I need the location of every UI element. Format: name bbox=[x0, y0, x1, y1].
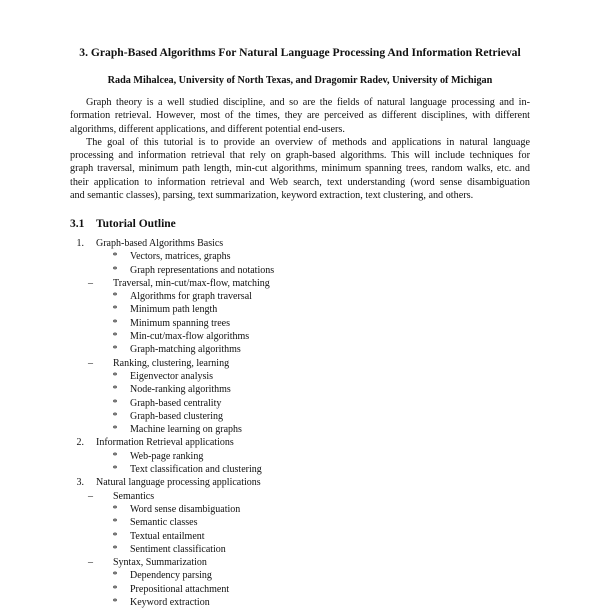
paper-authors: Rada Mihalcea, University of North Texas, and Dragomir Radev, University of Michigan bbox=[107, 75, 493, 86]
outline-item bbox=[70, 410, 530, 423]
outline-item bbox=[70, 250, 530, 263]
outline-marker: – bbox=[88, 357, 93, 369]
outline-item bbox=[70, 490, 530, 503]
outline-text: Syntax, Summarization bbox=[113, 557, 207, 569]
outline-marker: * bbox=[112, 450, 118, 462]
outline-text: Eigenvector analysis bbox=[130, 370, 214, 382]
outline-marker: – bbox=[88, 557, 93, 569]
outline-marker: 1. bbox=[76, 238, 84, 249]
outline-item bbox=[70, 556, 530, 569]
outline-text: Node-ranking algorithms bbox=[130, 384, 231, 396]
outline-item bbox=[70, 237, 530, 250]
outline-item bbox=[70, 290, 530, 303]
outline-marker: – bbox=[88, 490, 93, 502]
outline-marker: * bbox=[112, 291, 118, 303]
outline-text: Prepositional attachment bbox=[130, 583, 230, 595]
outline-item bbox=[70, 450, 530, 463]
outline-text: Min-cut/max-flow algorithms bbox=[130, 331, 250, 343]
outline-marker: * bbox=[112, 503, 118, 515]
outline-item bbox=[70, 343, 530, 356]
outline-text: Algorithms for graph traversal bbox=[130, 291, 252, 303]
outline-marker: * bbox=[112, 384, 118, 396]
outline-text: Machine learning on graphs bbox=[130, 424, 242, 436]
outline-item bbox=[70, 476, 530, 489]
outline-item bbox=[70, 436, 530, 449]
outline-text: Web-page ranking bbox=[130, 450, 204, 462]
section-title: Tutorial Outline bbox=[96, 218, 176, 230]
outline-text: Graph-based clustering bbox=[130, 410, 224, 422]
outline-item bbox=[70, 317, 530, 330]
outline-text: Minimum spanning trees bbox=[130, 317, 230, 329]
outline-marker: 2. bbox=[76, 437, 84, 449]
outline-item bbox=[70, 370, 530, 383]
outline-text: Ranking, clustering, learning bbox=[113, 357, 230, 369]
outline-item bbox=[70, 583, 530, 596]
outline-marker: * bbox=[112, 397, 118, 409]
outline-marker: * bbox=[112, 543, 118, 555]
outline-item bbox=[70, 264, 530, 277]
paragraph-line: graph traversal, minimum path length, min-cut algorithms, minimum spanning trees, random walks, etc. and bbox=[70, 163, 530, 175]
outline-text: Vectors, matrices, graphs bbox=[130, 251, 231, 263]
outline-marker: * bbox=[112, 370, 118, 382]
outline-item bbox=[70, 357, 530, 370]
outline-marker: * bbox=[112, 251, 118, 263]
paragraph-line: and semantic classes), parsing, text summarization, keyword extraction, text clustering, and others. bbox=[70, 190, 474, 202]
outline-text: Minimum path length bbox=[130, 304, 218, 316]
outline-marker: * bbox=[112, 570, 118, 582]
outline-item bbox=[70, 277, 530, 290]
outline-text: Graph-based centrality bbox=[130, 397, 222, 409]
outline-item bbox=[70, 397, 530, 410]
outline-marker: * bbox=[112, 597, 118, 609]
outline-text: Semantic classes bbox=[130, 517, 198, 529]
outline-marker: – bbox=[88, 277, 93, 289]
outline-marker: * bbox=[112, 264, 118, 276]
outline-text: Sentiment classification bbox=[130, 543, 226, 555]
paragraph-2 bbox=[70, 136, 530, 202]
section-heading bbox=[70, 218, 176, 230]
outline-marker: * bbox=[112, 530, 118, 542]
outline-marker: * bbox=[112, 424, 118, 436]
outline-text: Textual entailment bbox=[130, 530, 205, 542]
outline-item bbox=[70, 543, 530, 556]
tutorial-outline bbox=[70, 237, 530, 609]
outline-item bbox=[70, 383, 530, 396]
outline-item bbox=[70, 569, 530, 582]
paragraph-line: processing and information retrieval that rely on graph-based algorithms. This will include techniques for bbox=[70, 150, 530, 162]
outline-text: Semantics bbox=[113, 490, 155, 502]
paper-title: 3. Graph-Based Algorithms For Natural Language Processing And Information Retrieval bbox=[79, 46, 521, 59]
outline-marker: * bbox=[112, 344, 118, 356]
outline-text: Graph representations and notations bbox=[130, 264, 275, 276]
outline-marker: 3. bbox=[76, 477, 84, 489]
paragraph-line: algorithms, different applications, and different potential end-users. bbox=[70, 123, 345, 135]
paragraph-line: formation retrieval. However, most of the times, they are perceived as different disciplines, with different bbox=[70, 110, 530, 122]
paragraph-1 bbox=[70, 96, 530, 136]
outline-item bbox=[70, 530, 530, 543]
outline-text: Keyword extraction bbox=[130, 597, 210, 609]
outline-marker: * bbox=[112, 517, 118, 529]
outline-marker: * bbox=[112, 304, 118, 316]
outline-marker: * bbox=[112, 331, 118, 343]
outline-item bbox=[70, 423, 530, 436]
outline-text: Information Retrieval applications bbox=[96, 437, 234, 449]
outline-text: Graph-matching algorithms bbox=[130, 344, 241, 356]
outline-text: Text classification and clustering bbox=[130, 464, 262, 476]
outline-item bbox=[70, 303, 530, 316]
outline-marker: * bbox=[112, 583, 118, 595]
outline-text: Graph-based Algorithms Basics bbox=[96, 238, 224, 249]
outline-text: Natural language processing applications bbox=[96, 477, 261, 489]
outline-text: Word sense disambiguation bbox=[130, 503, 241, 515]
outline-item bbox=[70, 503, 530, 516]
abstract-body bbox=[70, 96, 530, 202]
outline-item bbox=[70, 463, 530, 476]
outline-item bbox=[70, 596, 530, 609]
section-number: 3.1 bbox=[70, 218, 85, 230]
paragraph-line: their application to information retrieval and Web search, text understanding (word sense disambiguation bbox=[70, 176, 530, 188]
outline-text: Dependency parsing bbox=[130, 570, 212, 582]
outline-item bbox=[70, 516, 530, 529]
outline-marker: * bbox=[112, 464, 118, 476]
outline-marker: * bbox=[112, 317, 118, 329]
outline-item bbox=[70, 330, 530, 343]
paragraph-line: Graph theory is a well studied discipline, and so are the fields of natural language processing and in- bbox=[86, 97, 530, 108]
paragraph-line: The goal of this tutorial is to provide an overview of methods and applications in natural language bbox=[86, 136, 530, 148]
outline-marker: * bbox=[112, 410, 118, 422]
outline-text: Traversal, min-cut/max-flow, matching bbox=[113, 277, 270, 289]
